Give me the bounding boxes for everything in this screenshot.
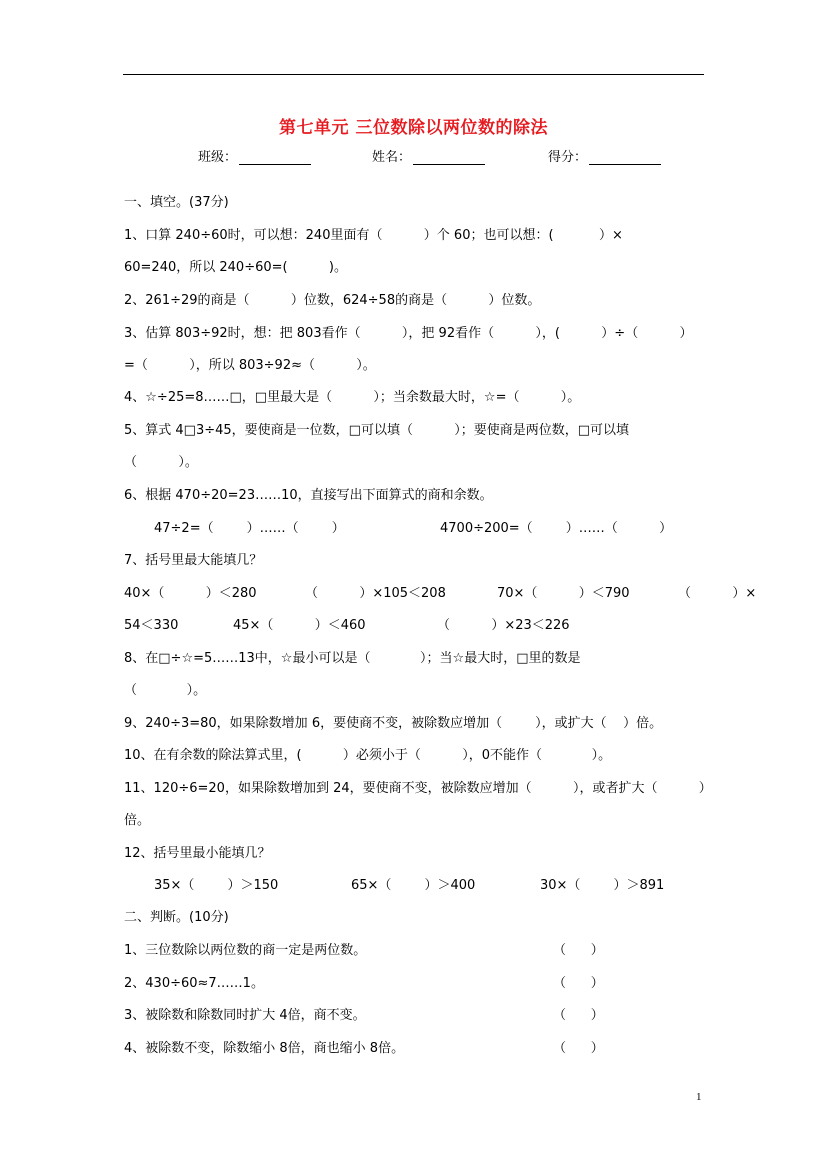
class-field	[198, 146, 311, 165]
name-field	[372, 146, 485, 165]
question-line: 1、口算 240÷60时，可以想：240里面有（ ）个 60；也可以想：( ）×	[124, 228, 623, 243]
score-field	[548, 146, 661, 165]
question-line: 12、括号里最小能填几？	[124, 846, 271, 861]
judgment-statement: 3、被除数和除数同时扩大 4倍，商不变。	[124, 1008, 366, 1023]
answer-bracket: （ ）	[553, 1008, 604, 1023]
class-label: 班级：	[198, 150, 238, 165]
question-line: 9、240÷3=80，如果除数增加 6，要使商不变，被除数应增加（ ），或扩大（ ）倍。	[124, 716, 663, 731]
answer-bracket: （ ）	[553, 976, 604, 991]
question-line: 35×（ ）＞150	[154, 878, 279, 893]
score-blank	[589, 150, 661, 165]
question-line: （ ）×	[678, 586, 757, 601]
class-blank	[239, 150, 311, 165]
question-line: 3、估算 803÷92时，想：把 803看作（ ），把 92看作（ ），( ）÷（ ）	[124, 326, 693, 341]
question-line: 10、在有余数的除法算式里，( ）必须小于（ ），0不能作（ ）。	[124, 748, 612, 763]
question-line: 47÷2=（ ）……（ ）	[154, 521, 345, 536]
name-label: 姓名：	[372, 150, 412, 165]
header-rule	[123, 74, 704, 75]
name-blank	[413, 150, 485, 165]
question-line: （ ）。	[124, 683, 207, 698]
answer-bracket: （ ）	[553, 1041, 604, 1056]
question-line: 4700÷200=（ ）……（ ）	[440, 521, 673, 536]
question-line: 7、括号里最大能填几？	[124, 553, 263, 568]
question-line: =（ ），所以 803÷92≈（ ）。	[124, 358, 376, 373]
question-line: （ ）×105＜208	[305, 586, 446, 601]
page-title: 第七单元 三位数除以两位数的除法	[279, 118, 548, 138]
section-heading: 一、填空。(37分)	[124, 195, 229, 210]
page-number: 1	[696, 1091, 702, 1103]
question-line: 65×（ ）＞400	[351, 878, 476, 893]
question-line: （ ）。	[124, 455, 198, 470]
question-line: 8、在□÷☆=5……13中，☆最小可以是（ ）；当☆最大时，□里的数是	[124, 651, 581, 666]
question-line: 54＜330	[124, 618, 179, 633]
question-line: 2、261÷29的商是（ ）位数，624÷58的商是（ ）位数。	[124, 293, 541, 308]
question-line: 4、☆÷25=8……□，□里最大是（ ）；当余数最大时，☆=（ ）。	[124, 390, 581, 405]
question-line: （ ）×23＜226	[437, 618, 570, 633]
question-line: 11、120÷6=20，如果除数增加到 24，要使商不变，被除数应增加（ ），或者扩大（ ）	[124, 781, 712, 796]
score-label: 得分：	[548, 150, 588, 165]
question-line: 5、算式 4□3÷45，要使商是一位数，□可以填（ ）；要使商是两位数，□可以填	[124, 423, 630, 438]
section-heading: 二、判断。(10分)	[124, 910, 229, 925]
question-line: 30×（ ）＞891	[540, 878, 665, 893]
question-line: 40×（ ）＜280	[124, 586, 257, 601]
answer-bracket: （ ）	[553, 943, 604, 958]
question-line: 6、根据 470÷20=23……10，直接写出下面算式的商和余数。	[124, 488, 493, 503]
question-line: 70×（ ）＜790	[497, 586, 630, 601]
judgment-statement: 2、430÷60≈7……1。	[124, 976, 264, 991]
judgment-statement: 4、被除数不变，除数缩小 8倍，商也缩小 8倍。	[124, 1041, 405, 1056]
judgment-statement: 1、三位数除以两位数的商一定是两位数。	[124, 943, 367, 958]
question-line: 45×（ ）＜460	[233, 618, 366, 633]
question-line: 60=240，所以 240÷60=( )。	[124, 260, 347, 275]
question-line: 倍。	[124, 813, 151, 828]
